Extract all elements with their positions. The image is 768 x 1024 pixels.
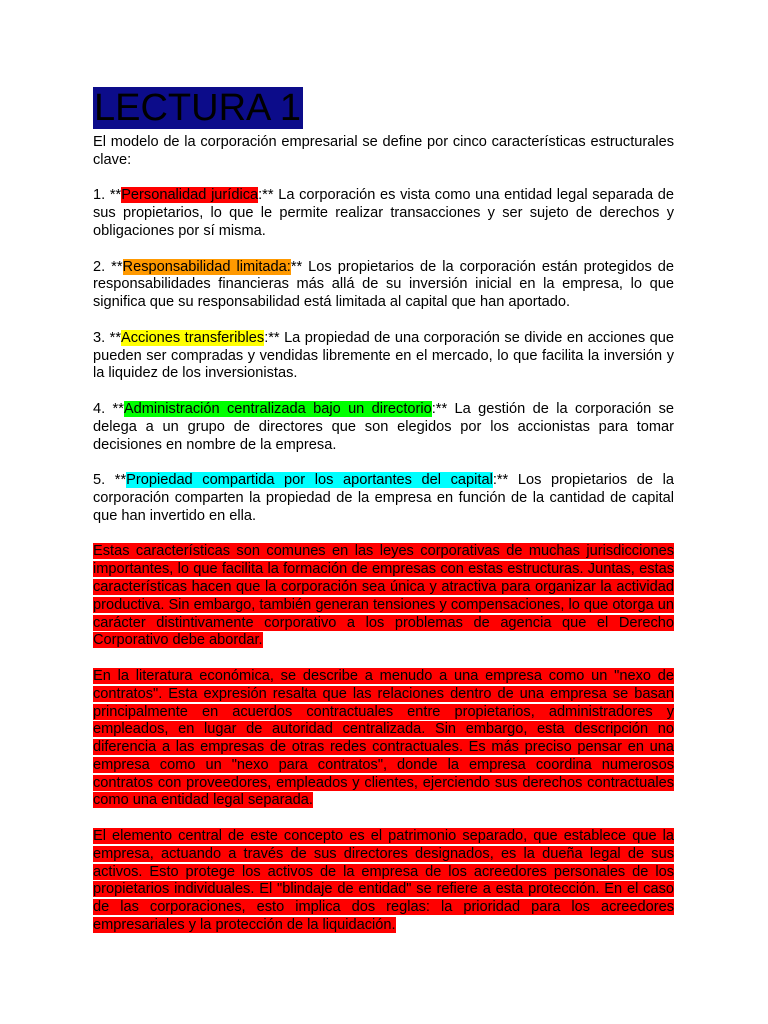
highlighted-term: Administración centralizada bajo un directorio [123, 400, 432, 417]
highlighted-term: Propiedad compartida por los aportantes del capital [126, 472, 493, 489]
list-item-prefix: 4. ** [93, 400, 124, 417]
highlighted-term: Responsabilidad limitada: [122, 258, 291, 275]
highlighted-paragraph-1 [93, 543, 674, 650]
document-body [93, 134, 674, 953]
list-item-5 [93, 472, 674, 525]
list-item-prefix: 3. ** [93, 329, 121, 346]
intro-paragraph: El modelo de la corporación empresarial se define por cinco características estructurales clave: [93, 134, 674, 168]
highlighted-term: Personalidad jurídica [121, 187, 259, 204]
list-item-3 [93, 330, 674, 383]
highlighted-paragraph-text: El elemento central de este concepto es el patrimonio separado, que establece que la empresa, actuando a través de sus directores designados, es la dueña legal de sus activos. Esto protege los activos de la empresa de los acreedores personales de los propietarios individuales. El "blindaje de entidad" se refiere a esta protección. En el caso de las corporaciones, esto implica dos reglas: la prioridad para los acreedores empresariales y la protección de la liquidación. [93, 828, 674, 934]
highlighted-paragraph-2 [93, 668, 674, 810]
title-wrap [93, 87, 303, 129]
page-title: LECTURA 1 [94, 87, 301, 129]
list-item-4 [93, 401, 674, 454]
list-item-text: ** Los propietarios de la corporación están protegidos de responsabilidades financieras más allá de su inversión inicial en la empresa, lo que significa que su responsabilidad está limitada al capital que han aportado. [93, 258, 674, 311]
list-item-text: :** La gestión de la corporación se delega a un grupo de directores que son elegidos por los accionistas para tomar decisiones en nombre de la empresa. [93, 400, 674, 453]
list-item-2 [93, 259, 674, 312]
list-item-prefix: 2. ** [93, 258, 123, 275]
highlighted-paragraph-text: En la literatura económica, se describe a menudo a una empresa como un "nexo de contratos". Esta expresión resalta que las relaciones dentro de una empresa se basan principalmente en acuerdos contractuales entre propietarios, administradores y empleados, en lugar de autoridad centralizada. Sin embargo, esta descripción no diferencia a las empresas de otras redes contractuales. Es más preciso pensar en una empresa como un "nexo para contratos", donde la empresa coordina numerosos contratos con proveedores, empleados y clientes, ejerciendo sus derechos contractuales como una entidad legal separada. [93, 667, 674, 809]
highlighted-paragraph-text: Estas características son comunes en las leyes corporativas de muchas jurisdicciones importantes, lo que facilita la formación de empresas con estas estructuras. Juntas, estas características hacen que la corporación sea única y atractiva para organizar la actividad productiva. Sin embargo, también generan tensiones y compensaciones, lo que otorga un carácter distintivamente corporativo a los problemas de agencia que el Derecho Corporativo debe abordar. [93, 543, 674, 649]
list-item-prefix: 1. ** [93, 187, 122, 204]
list-item-text: :** Los propietarios de la corporación comparten la propiedad de la empresa en función de la cantidad de capital que han invertido en ella. [93, 472, 674, 524]
list-item-prefix: 5. ** [93, 472, 127, 489]
list-item-text: :** La corporación es vista como una entidad legal separada de sus propietarios, lo que le permite realizar transacciones y ser sujeto de derechos y obligaciones por sí misma. [93, 187, 674, 239]
highlighted-paragraph-3 [93, 828, 674, 935]
highlighted-term: Acciones transferibles [121, 329, 265, 346]
list-item-text: :** La propiedad de una corporación se divide en acciones que pueden ser compradas y vendidas libremente en el mercado, lo que facilita la inversión y la liquidez de los inversionistas. [93, 329, 674, 382]
list-item-1 [93, 187, 674, 240]
